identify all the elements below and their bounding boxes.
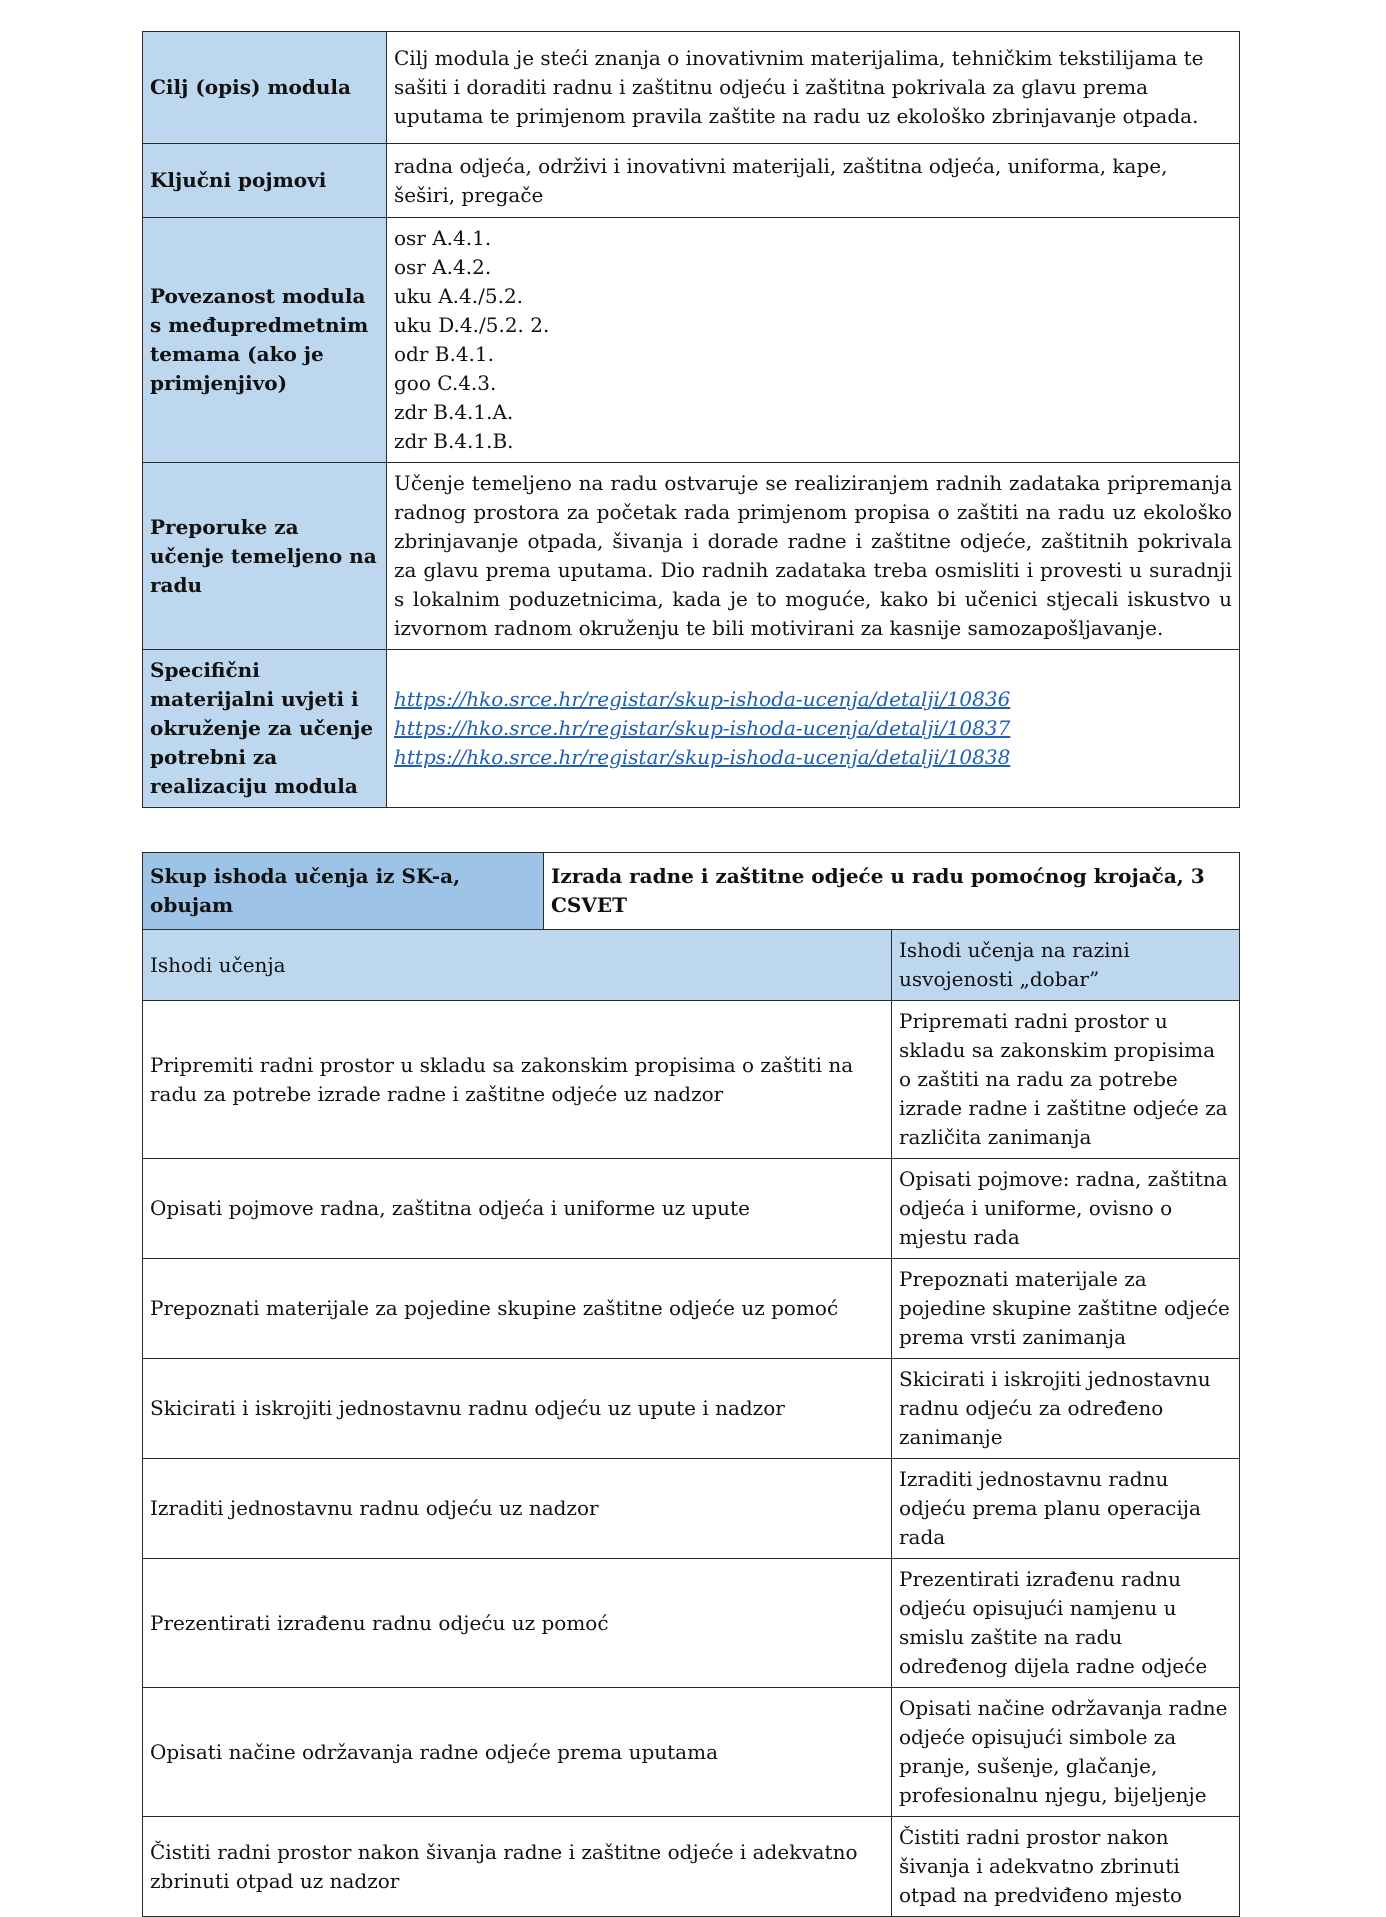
code-item: goo C.4.3. bbox=[394, 371, 497, 395]
row-label: Specifični materijalni uvjeti i okruženje za učenje potrebni za realizaciju modula bbox=[143, 650, 387, 808]
registry-link[interactable]: https://hko.srce.hr/registar/skup-ishoda-ucenja/detalji/10837 bbox=[394, 716, 1011, 740]
table-row bbox=[143, 1159, 1240, 1259]
code-item: uku D.4./5.2. 2. bbox=[394, 313, 550, 337]
table-row-goal bbox=[143, 32, 1240, 144]
row-value: Cilj modula je steći znanja o inovativnim materijalima, tehničkim tekstilijama te sašiti i doraditi radnu i zaštitnu odjeću i zaštitna pokrivala za glavu prema uputama te primjenom pravila zaštite na radu uz ekološko zbrinjavanje otpada. bbox=[387, 32, 1240, 144]
table-row-cross-curricular bbox=[143, 218, 1240, 463]
code-item: zdr B.4.1.B. bbox=[394, 429, 514, 453]
column-header-outcomes: Ishodi učenja bbox=[143, 930, 892, 1001]
table-row bbox=[143, 1459, 1240, 1559]
good-level-cell: Izraditi jednostavnu radnu odjeću prema planu operacija rada bbox=[892, 1459, 1240, 1559]
good-level-cell: Pripremati radni prostor u skladu sa zakonskim propisima o zaštiti na radu za potrebe izrade radne i zaštitne odjeće za različita zanimanja bbox=[892, 1001, 1240, 1159]
good-level-cell: Čistiti radni prostor nakon šivanja i adekvatno zbrinuti otpad na predviđeno mjesto bbox=[892, 1817, 1240, 1917]
good-level-cell: Skicirati i iskrojiti jednostavnu radnu odjeću za određeno zanimanje bbox=[892, 1359, 1240, 1459]
outcomes-column-header-row bbox=[143, 930, 1240, 1001]
table-row bbox=[143, 1259, 1240, 1359]
good-level-cell: Opisati pojmove: radna, zaštitna odjeća i uniforme, ovisno o mjestu rada bbox=[892, 1159, 1240, 1259]
learning-outcomes-table bbox=[142, 852, 1240, 1917]
outcome-cell: Skicirati i iskrojiti jednostavnu radnu odjeću uz upute i nadzor bbox=[143, 1359, 892, 1459]
outcome-cell: Pripremiti radni prostor u skladu sa zakonskim propisima o zaštiti na radu za potrebe izrade radne i zaštitne odjeće uz nadzor bbox=[143, 1001, 892, 1159]
table-row-work-based-learning bbox=[143, 463, 1240, 650]
row-value: radna odjeća, održivi i inovativni materijali, zaštitna odjeća, uniforma, kape, šeširi, pregače bbox=[387, 144, 1240, 218]
outcome-cell: Opisati načine održavanja radne odjeće prema uputama bbox=[143, 1688, 892, 1817]
row-label: Povezanost modula s međupredmetnim temama (ako je primjenjivo) bbox=[143, 218, 387, 463]
outcomes-set-value: Izrada radne i zaštitne odjeće u radu pomoćnog krojača, 3 CSVET bbox=[544, 853, 1240, 930]
code-list bbox=[387, 218, 1240, 463]
module-info-table bbox=[142, 31, 1240, 808]
link-list bbox=[387, 650, 1240, 808]
document-page bbox=[142, 31, 1240, 1917]
good-level-cell: Opisati načine održavanja radne odjeće opisujući simbole za pranje, sušenje, glačanje, profesionalnu njegu, bijeljenje bbox=[892, 1688, 1240, 1817]
table-row bbox=[143, 1001, 1240, 1159]
table-row bbox=[143, 1817, 1240, 1917]
table-row bbox=[143, 1688, 1240, 1817]
registry-link[interactable]: https://hko.srce.hr/registar/skup-ishoda-ucenja/detalji/10838 bbox=[394, 745, 1011, 769]
code-item: osr A.4.1. bbox=[394, 226, 492, 250]
column-header-good-level: Ishodi učenja na razini usvojenosti „dobar” bbox=[892, 930, 1240, 1001]
outcome-cell: Prepoznati materijale za pojedine skupine zaštitne odjeće uz pomoć bbox=[143, 1259, 892, 1359]
outcome-cell: Čistiti radni prostor nakon šivanja radne i zaštitne odjeće i adekvatno zbrinuti otpad uz nadzor bbox=[143, 1817, 892, 1917]
good-level-cell: Prezentirati izrađenu radnu odjeću opisujući namjenu u smislu zaštite na radu određenog dijela radne odjeće bbox=[892, 1559, 1240, 1688]
table-row-key-terms bbox=[143, 144, 1240, 218]
code-item: osr A.4.2. bbox=[394, 255, 492, 279]
table-row bbox=[143, 1559, 1240, 1688]
code-item: zdr B.4.1.A. bbox=[394, 400, 514, 424]
outcome-cell: Opisati pojmove radna, zaštitna odjeća i uniforme uz upute bbox=[143, 1159, 892, 1259]
outcomes-set-label: Skup ishoda učenja iz SK-a, obujam bbox=[143, 853, 544, 930]
row-label: Cilj (opis) modula bbox=[143, 32, 387, 144]
outcomes-header-row bbox=[143, 853, 1240, 930]
outcome-cell: Prezentirati izrađenu radnu odjeću uz pomoć bbox=[143, 1559, 892, 1688]
row-label: Ključni pojmovi bbox=[143, 144, 387, 218]
code-item: odr B.4.1. bbox=[394, 342, 494, 366]
outcome-cell: Izraditi jednostavnu radnu odjeću uz nadzor bbox=[143, 1459, 892, 1559]
row-value: Učenje temeljeno na radu ostvaruje se realiziranjem radnih zadataka pripremanja radnog prostora za početak rada primjenom propisa o zaštiti na radu uz ekološko zbrinjavanje otpada, šivanja i dorade radne i zaštitne odjeće, zaštitnih pokrivala za glavu prema uputama. Dio radnih zadataka treba osmisliti i provesti u suradnji s lokalnim poduzetnicima, kada je to moguće, kako bi učenici stjecali iskustvo u izvornom radnom okruženju te bili motivirani za kasnije samozapošljavanje. bbox=[387, 463, 1240, 650]
code-item: uku A.4./5.2. bbox=[394, 284, 524, 308]
registry-link[interactable]: https://hko.srce.hr/registar/skup-ishoda-ucenja/detalji/10836 bbox=[394, 687, 1011, 711]
table-row-material-conditions bbox=[143, 650, 1240, 808]
table-row bbox=[143, 1359, 1240, 1459]
good-level-cell: Prepoznati materijale za pojedine skupine zaštitne odjeće prema vrsti zanimanja bbox=[892, 1259, 1240, 1359]
row-label: Preporuke za učenje temeljeno na radu bbox=[143, 463, 387, 650]
